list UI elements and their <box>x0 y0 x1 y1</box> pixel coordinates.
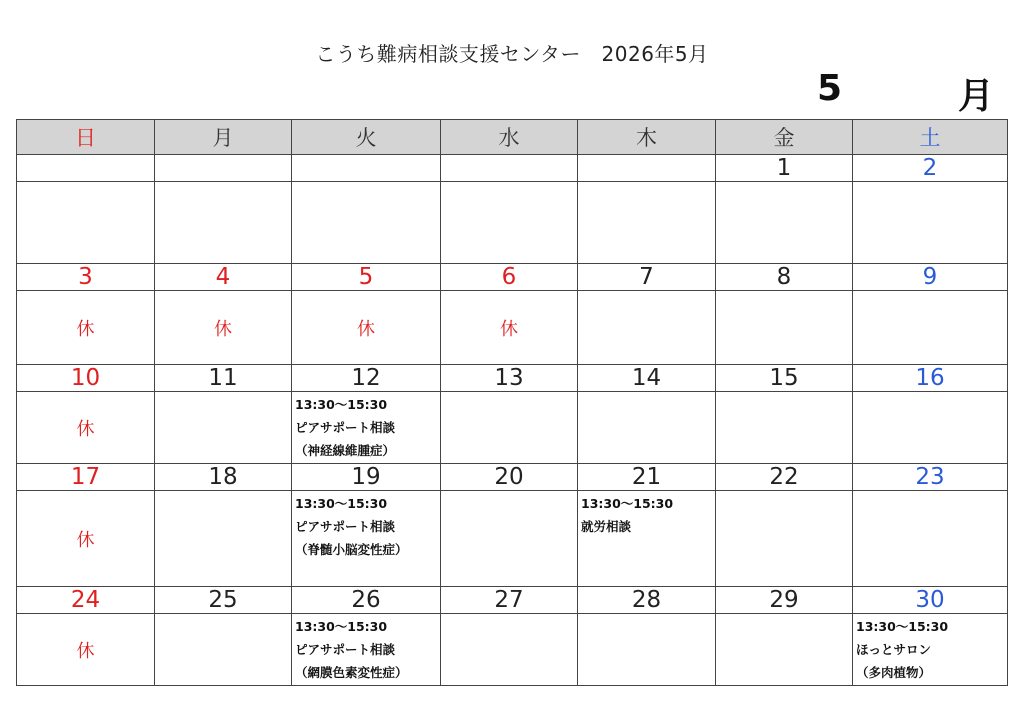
event-note: （神経線維腫症） <box>295 443 396 458</box>
day-content <box>17 291 155 365</box>
date-cell: 14 <box>578 365 716 392</box>
closed-label: 休 <box>76 640 95 662</box>
date-cell: 15 <box>716 365 853 392</box>
date-cell <box>578 155 716 182</box>
date-cell: 1 <box>716 155 853 182</box>
weekday-fri: 金 <box>716 120 853 155</box>
date-cell: 8 <box>716 264 853 291</box>
date-cell: 17 <box>17 464 155 491</box>
event-may12 <box>292 392 440 462</box>
event-title: ピアサポート相談 <box>295 642 396 657</box>
date-cell: 25 <box>155 587 292 614</box>
event-time: 13:30～15:30 <box>856 619 949 634</box>
weekday-mon: 月 <box>155 120 292 155</box>
date-cell: 21 <box>578 464 716 491</box>
weekday-wed: 水 <box>441 120 578 155</box>
date-cell: 4 <box>155 264 292 291</box>
event-title: ピアサポート相談 <box>295 519 396 534</box>
closed-label: 休 <box>76 418 95 440</box>
closed-label: 休 <box>500 318 518 340</box>
day-content <box>853 392 1008 464</box>
day-content <box>155 182 292 264</box>
day-content <box>716 182 853 264</box>
date-cell: 29 <box>716 587 853 614</box>
closed-label: 休 <box>76 318 95 340</box>
date-cell: 27 <box>441 587 578 614</box>
event-may30 <box>853 614 1007 684</box>
day-content <box>17 491 155 587</box>
weekday-header-row <box>17 120 1008 155</box>
month-number: 5 <box>817 68 843 109</box>
day-content <box>716 291 853 365</box>
day-content <box>578 614 716 686</box>
day-content <box>441 614 578 686</box>
day-content <box>716 614 853 686</box>
day-content <box>292 392 441 464</box>
day-content <box>155 392 292 464</box>
event-time: 13:30～15:30 <box>295 397 388 412</box>
weekday-sun: 日 <box>17 120 155 155</box>
date-row-week3 <box>17 365 1008 392</box>
date-row-week2 <box>17 264 1008 291</box>
event-time: 13:30～15:30 <box>581 496 674 511</box>
day-content <box>853 614 1008 686</box>
day-content <box>853 491 1008 587</box>
day-content <box>441 491 578 587</box>
date-cell: 7 <box>578 264 716 291</box>
event-title: ピアサポート相談 <box>295 420 396 435</box>
event-time: 13:30～15:30 <box>295 619 388 634</box>
date-cell: 28 <box>578 587 716 614</box>
event-note: （網膜色素変性症） <box>295 665 408 680</box>
weekday-tue: 火 <box>292 120 441 155</box>
content-row-week4 <box>17 491 1008 587</box>
date-cell: 26 <box>292 587 441 614</box>
date-cell: 22 <box>716 464 853 491</box>
day-content <box>155 614 292 686</box>
closed-label: 休 <box>76 529 95 551</box>
date-cell: 11 <box>155 365 292 392</box>
day-content <box>853 182 1008 264</box>
date-cell: 5 <box>292 264 441 291</box>
event-title: 就労相談 <box>581 519 632 534</box>
day-content <box>441 291 578 365</box>
date-cell: 19 <box>292 464 441 491</box>
day-content <box>578 291 716 365</box>
date-cell: 9 <box>853 264 1008 291</box>
calendar-table <box>16 119 1008 686</box>
month-heading <box>800 68 1000 117</box>
day-content <box>578 491 716 587</box>
date-cell: 24 <box>17 587 155 614</box>
date-cell <box>292 155 441 182</box>
event-title: ほっとサロン <box>856 642 932 657</box>
day-content <box>292 291 441 365</box>
date-cell: 20 <box>441 464 578 491</box>
date-cell: 23 <box>853 464 1008 491</box>
date-cell: 16 <box>853 365 1008 392</box>
day-content <box>17 614 155 686</box>
date-cell: 18 <box>155 464 292 491</box>
day-content <box>292 491 441 587</box>
content-row-week3 <box>17 392 1008 464</box>
day-content <box>716 392 853 464</box>
content-row-week5 <box>17 614 1008 686</box>
content-row-week1 <box>17 182 1008 264</box>
day-content <box>155 491 292 587</box>
event-may21 <box>578 491 715 538</box>
day-content <box>292 182 441 264</box>
date-cell: 3 <box>17 264 155 291</box>
date-cell <box>441 155 578 182</box>
day-content <box>578 392 716 464</box>
content-row-week2 <box>17 291 1008 365</box>
date-cell: 12 <box>292 365 441 392</box>
closed-label: 休 <box>357 318 375 340</box>
date-row-week5 <box>17 587 1008 614</box>
day-content <box>17 182 155 264</box>
page-title: こうち難病相談支援センター 2026年5月 <box>315 42 709 66</box>
weekday-thu: 木 <box>578 120 716 155</box>
day-content <box>17 392 155 464</box>
date-cell <box>17 155 155 182</box>
date-cell: 10 <box>17 365 155 392</box>
day-content <box>716 491 853 587</box>
event-may26 <box>292 614 440 684</box>
date-cell <box>155 155 292 182</box>
date-cell: 6 <box>441 264 578 291</box>
date-cell: 30 <box>853 587 1008 614</box>
event-time: 13:30～15:30 <box>295 496 388 511</box>
date-cell: 13 <box>441 365 578 392</box>
day-content <box>578 182 716 264</box>
event-may19 <box>292 491 440 561</box>
event-note: （多肉植物） <box>856 665 932 680</box>
day-content <box>155 291 292 365</box>
day-content <box>853 291 1008 365</box>
day-content <box>292 614 441 686</box>
event-note: （脊髄小脳変性症） <box>295 542 408 557</box>
date-row-week1 <box>17 155 1008 182</box>
date-row-week4 <box>17 464 1008 491</box>
month-kanji: 月 <box>958 76 995 117</box>
weekday-sat: 土 <box>853 120 1008 155</box>
date-cell: 2 <box>853 155 1008 182</box>
closed-label: 休 <box>214 318 232 340</box>
day-content <box>441 392 578 464</box>
day-content <box>441 182 578 264</box>
